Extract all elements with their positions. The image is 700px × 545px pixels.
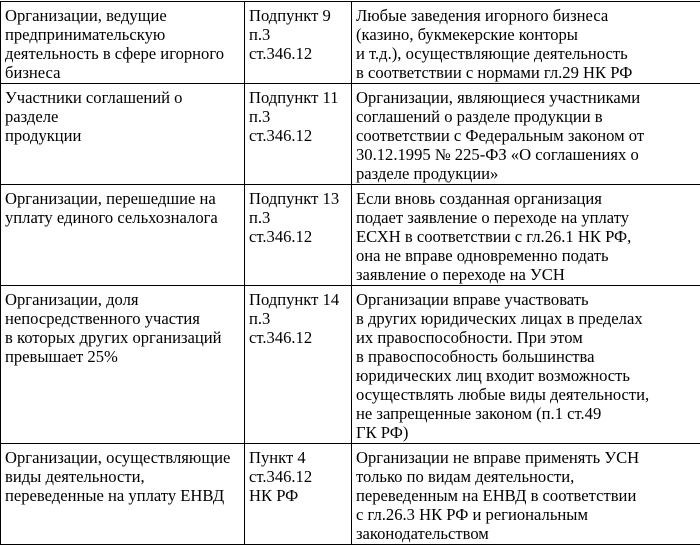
- reference-cell: Подпункт 11 п.3 ст.346.12: [245, 84, 352, 185]
- table-row: [1, 185, 700, 286]
- reference-cell: Пункт 4 ст.346.12 НК РФ: [245, 444, 352, 545]
- category-cell: Организации, доля непосредственного участия в которых других организаций превышает 25%: [1, 286, 245, 444]
- explanation-cell: Организации не вправе применять УСН только по видам деятельности, переведенным на ЕНВД в соответствии с гл.26.3 НК РФ и региональным законодательством: [352, 444, 700, 545]
- restrictions-table: [0, 1, 700, 545]
- table-row: [1, 444, 700, 545]
- reference-cell: Подпункт 14 п.3 ст.346.12: [245, 286, 352, 444]
- reference-cell: Подпункт 9 п.3 ст.346.12: [245, 2, 352, 84]
- explanation-cell: Если вновь созданная организация подает заявление о переходе на уплату ЕСХН в соответствии с гл.26.1 НК РФ, она не вправе одновременно подать заявление о переходе на УСН: [352, 185, 700, 286]
- explanation-cell: Организации вправе участвовать в других юридических лицах в пределах их правоспособности. При этом в правоспособность большинства юридических лиц входит возможность осуществлять любые виды деятельности, не запрещенные законом (п.1 ст.49 ГК РФ): [352, 286, 700, 444]
- category-cell: Организации, осуществляющие виды деятельности, переведенные на уплату ЕНВД: [1, 444, 245, 545]
- explanation-cell: Организации, являющиеся участниками соглашений о разделе продукции в соответствии с Федеральным законом от 30.12.1995 № 225-ФЗ «О соглашениях о разделе продукции»: [352, 84, 700, 185]
- table-row: [1, 2, 700, 84]
- table-row: [1, 286, 700, 444]
- category-cell: Организации, ведущие предпринимательскую деятельность в сфере игорного бизнеса: [1, 2, 245, 84]
- reference-cell: Подпункт 13 п.3 ст.346.12: [245, 185, 352, 286]
- category-cell: Участники соглашений о разделе продукции: [1, 84, 245, 185]
- table-row: [1, 84, 700, 185]
- category-cell: Организации, перешедшие на уплату единого сельхозналога: [1, 185, 245, 286]
- explanation-cell: Любые заведения игорного бизнеса (казино, букмекерские конторы и т.д.), осуществляющие деятельность в соответствии с нормами гл.29 НК РФ: [352, 2, 700, 84]
